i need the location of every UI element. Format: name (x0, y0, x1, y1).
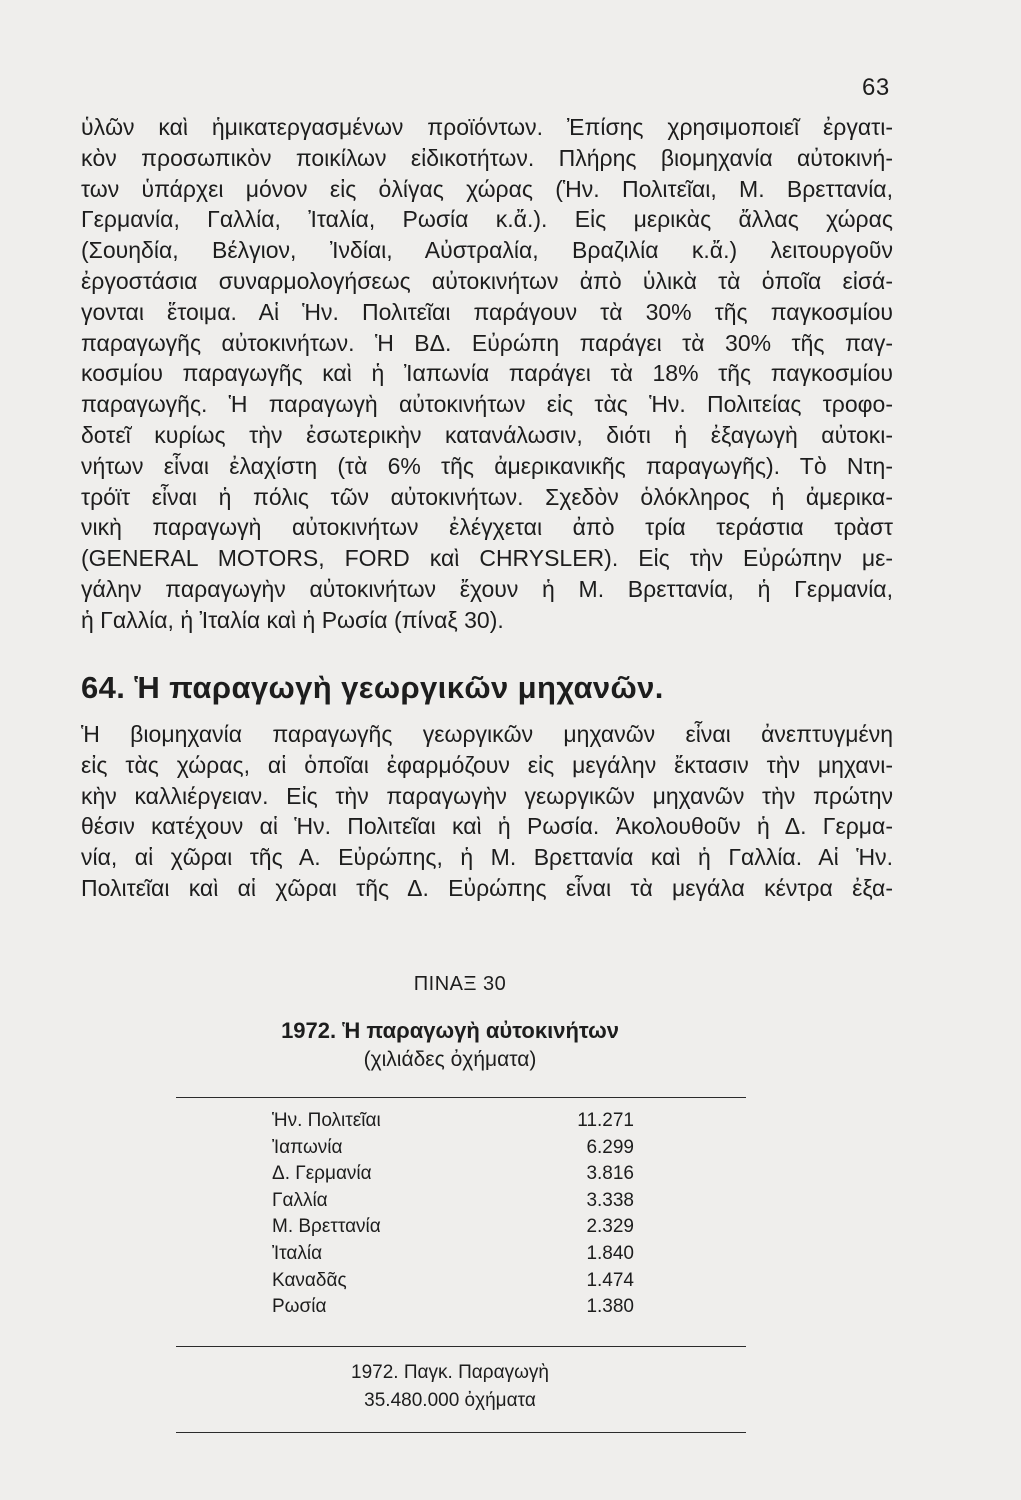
section-heading (81, 670, 664, 706)
country-cell: Μ. Βρεττανία (272, 1216, 381, 1238)
paragraph-car-industry (81, 112, 893, 636)
page-number: 63 (862, 74, 890, 101)
value-cell: 1.474 (586, 1269, 634, 1291)
table-top-rule (176, 1097, 746, 1098)
text-line: ἐργοστάσια συναρμολογήσεως αὐτοκινήτων ἀπὸ ὑλικὰ τὰ ὁποῖα εἰσά- (81, 267, 893, 294)
table-middle-rule (176, 1346, 746, 1347)
table-label: ΠΙΝΑΞ 30 (413, 973, 507, 995)
country-cell: Γαλλία (272, 1189, 328, 1211)
car-production-table (176, 1108, 746, 1321)
section-number: 64. (81, 670, 126, 705)
table-row (176, 1188, 746, 1215)
country-cell: Ἰταλία (272, 1242, 323, 1264)
value-cell: 3.816 (586, 1163, 634, 1185)
text-line: ὑλῶν καὶ ἡμικατεργασμένων προϊόντων. Ἐπίσης χρησιμοποιεῖ ἐργατι- (81, 114, 893, 140)
text-line: κὴν καλλιέργειαν. Εἰς τὴν παραγωγὴν γεωργικῶν μηχανῶν τὴν πρώτην (81, 782, 893, 809)
text-line: παραγωγῆς αὐτοκινήτων. Ἡ ΒΔ. Εὐρώπη παράγει τὰ 30% τῆς παγ- (81, 329, 893, 356)
value-cell: 1.840 (586, 1242, 634, 1264)
text-line: των ὑπάρχει μόνον εἰς ὀλίγας χώρας (Ἡν. Πολιτεῖαι, Μ. Βρεττανία, (81, 175, 893, 202)
value-cell: 3.338 (586, 1189, 634, 1211)
paragraph-agricultural-machinery (81, 719, 893, 904)
value-cell: 11.271 (577, 1110, 634, 1131)
text-line: γάλην παραγωγὴν αὐτοκινήτων ἔχουν ἡ Μ. Βρεττανία, ἡ Γερμανία, (81, 575, 893, 602)
value-cell: 1.380 (586, 1296, 634, 1318)
table-row (176, 1135, 746, 1162)
table-row (176, 1241, 746, 1268)
text-line: κοσμίου παραγωγῆς καὶ ἡ Ἰαπωνία παράγει τὰ 18% τῆς παγκοσμίου (81, 360, 893, 387)
text-line: δοτεῖ κυρίως τὴν ἐσωτερικὴν κατανάλωσιν, διότι ἡ ἐξαγωγὴ αὐτοκι- (81, 421, 893, 448)
table-row (176, 1108, 746, 1135)
text-line: θέσιν κατέχουν αἱ Ἡν. Πολιτεῖαι καὶ ἡ Ρωσία. Ἀκολουθοῦν ἡ Δ. Γερμα- (81, 813, 893, 840)
table-footer-label: 1972. Παγκ. Παραγωγὴ (351, 1362, 549, 1383)
country-cell: Ρωσία (272, 1296, 327, 1318)
value-cell: 2.329 (586, 1216, 634, 1238)
country-cell: Ἡν. Πολιτεῖαι (272, 1110, 381, 1131)
table-row (176, 1294, 746, 1321)
text-line: ἡ Γαλλία, ἡ Ἰταλία καὶ ἡ Ρωσία (πίναξ 30). (81, 606, 504, 633)
country-cell: Ἰαπωνία (272, 1136, 343, 1158)
text-line: (Σουηδία, Βέλγιον, Ἰνδίαι, Αὐστραλία, Βραζιλία κ.ἄ.) λειτουργοῦν (81, 237, 893, 264)
table-title: 1972. Ἡ παραγωγὴ αὐτοκινήτων (281, 1018, 619, 1043)
text-line: εἰς τὰς χώρας, αἱ ὁποῖαι ἐφαρμόζουν εἰς μεγάλην ἔκτασιν τὴν μηχανι- (81, 751, 893, 778)
table-row (176, 1161, 746, 1188)
table-footer-total: 35.480.000 ὀχήματα (364, 1390, 536, 1411)
table-row (176, 1268, 746, 1295)
country-cell: Δ. Γερμανία (272, 1163, 372, 1185)
text-line: Γερμανία, Γαλλία, Ἰταλία, Ρωσία κ.ἄ.). Εἰς μερικὰς ἄλλας χώρας (81, 206, 893, 233)
text-line: (GENERAL MOTORS, FORD καὶ CHRYSLER). Εἰς τὴν Εὐρώπην με- (81, 545, 893, 572)
value-cell: 6.299 (586, 1136, 634, 1158)
text-line: Ἡ βιομηχανία παραγωγῆς γεωργικῶν μηχανῶν εἶναι ἀνεπτυγμένη (81, 721, 893, 747)
text-line: τρόϊτ εἶναι ἡ πόλις τῶν αὐτοκινήτων. Σχεδὸν ὁλόκληρος ἡ ἀμερικα- (81, 483, 893, 510)
text-line: νία, αἱ χῶραι τῆς Α. Εὐρώπης, ἡ Μ. Βρεττανία καὶ ἡ Γαλλία. Αἱ Ἡν. (81, 844, 893, 871)
text-line: παραγωγῆς. Ἡ παραγωγὴ αὐτοκινήτων εἰς τὰς Ἡν. Πολιτείας τροφο- (81, 391, 893, 418)
text-line: Πολιτεῖαι καὶ αἱ χῶραι τῆς Δ. Εὐρώπης εἶναι τὰ μεγάλα κέντρα ἐξα- (81, 874, 893, 901)
table-bottom-rule (176, 1432, 746, 1433)
text-line: νήτων εἶναι ἐλαχίστη (τὰ 6% τῆς ἀμερικανικῆς παραγωγῆς). Τὸ Ντη- (81, 452, 893, 479)
text-line: νικὴ παραγωγὴ αὐτοκινήτων ἐλέγχεται ἀπὸ τρία τεράστια τρὰστ (81, 514, 893, 541)
text-line: κὸν προσωπικὸν ποικίλων εἰδικοτήτων. Πλήρης βιομηχανία αὐτοκινή- (81, 144, 893, 171)
table-row (176, 1214, 746, 1241)
text-line: γονται ἕτοιμα. Αἱ Ἡν. Πολιτεῖαι παράγουν τὰ 30% τῆς παγκοσμίου (81, 298, 893, 325)
table-subtitle: (χιλιάδες ὀχήματα) (363, 1048, 537, 1071)
country-cell: Καναδᾶς (272, 1269, 347, 1291)
section-title: Ἡ παραγωγὴ γεωργικῶν μηχανῶν. (134, 670, 664, 705)
